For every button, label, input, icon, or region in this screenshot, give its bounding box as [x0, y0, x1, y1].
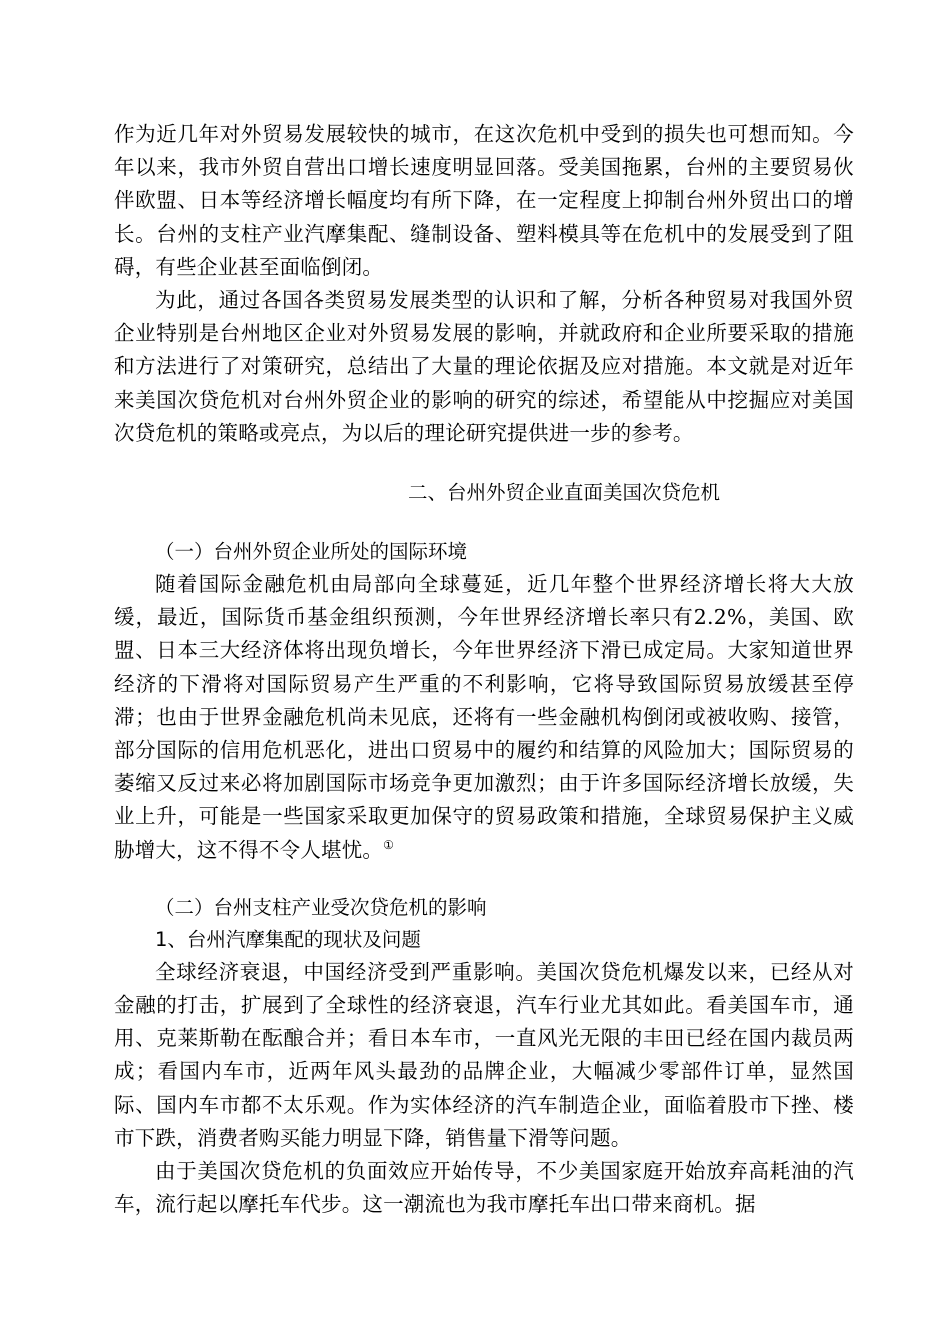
subsection-2-title: （二）台州支柱产业受次贷危机的影响 [155, 895, 487, 919]
item-1-paragraph-1: 全球经济衰退，中国经济受到严重影响。美国次贷危机爆发以来，已经从对金融的打击，扩展到了全球性的经济衰退，汽车行业尤其如此。看美国车市，通用、克莱斯勒在酝酿合并；看日本车市，一直风光无限的丰田已经在国内裁员两成；看国内车市，近两年风头最劲的品牌企业，大幅减少零部件订单，显然国际、国内车市都不太乐观。作为实体经济的汽车制造企业，面临着股市下挫、楼市下跌，消费者购买能力明显下降，销售量下滑等问题。 [114, 959, 854, 1150]
document-page [114, 118, 854, 1221]
item-1-paragraph-2: 由于美国次贷危机的负面效应开始传导，不少美国家庭开始放弃高耗油的汽车，流行起以摩托车代步。这一潮流也为我市摩托车出口带来商机。据 [114, 1159, 854, 1217]
section-2-title: 二、台州外贸企业直面美国次贷危机 [407, 481, 720, 505]
subsection-1-text: 随着国际金融危机由局部向全球蔓延，近几年整个世界经济增长将大大放缓，最近，国际货币基金组织预测，今年世界经济增长率只有2.2%，美国、欧盟、日本三大经济体将出现负增长，今年世界经济下滑已成定局。大家知道世界经济的下滑将对国际贸易产生严重的不利影响，它将导致国际贸易放缓甚至停滞；也由于世界金融危机尚未见底，还将有一些金融机构倒闭或被收购、接管，部分国际的信用危机恶化，进出口贸易中的履约和结算的风险加大；国际贸易的萎缩又反过来必将加剧国际市场竞争更加激烈；由于许多国际经济增长放缓，失业上升，可能是一些国家采取更加保守的贸易政策和措施，全球贸易保护主义威胁增大，这不得不令人堪忧。 [114, 572, 854, 862]
subsection-1-title: （一）台州外贸企业所处的国际环境 [155, 540, 468, 564]
item-1-title: 1、台州汽摩集配的现状及问题 [155, 927, 421, 951]
intro-paragraph-1: 作为近几年对外贸易发展较快的城市，在这次危机中受到的损失也可想而知。今年以来，我市外贸自营出口增长速度明显回落。受美国拖累，台州的主要贸易伙伴欧盟、日本等经济增长幅度均有所下降，在一定程度上抑制台州外贸出口的增长。台州的支柱产业汽摩集配、缝制设备、塑料模具等在危机中的发展受到了阻碍，有些企业甚至面临倒闭。 [114, 122, 854, 279]
subsection-1-paragraph [114, 568, 854, 867]
intro-paragraph-2: 为此，通过各国各类贸易发展类型的认识和了解，分析各种贸易对我国外贸企业特别是台州地区企业对外贸易发展的影响，并就政府和企业所要采取的措施和方法进行了对策研究，总结出了大量的理论依据及应对措施。本文就是对近年来美国次贷危机对台州外贸企业的影响的研究的综述，希望能从中挖掘应对美国次贷危机的策略或亮点，为以后的理论研究提供进一步的参考。 [114, 288, 854, 445]
footnote-mark: ① [383, 837, 395, 852]
